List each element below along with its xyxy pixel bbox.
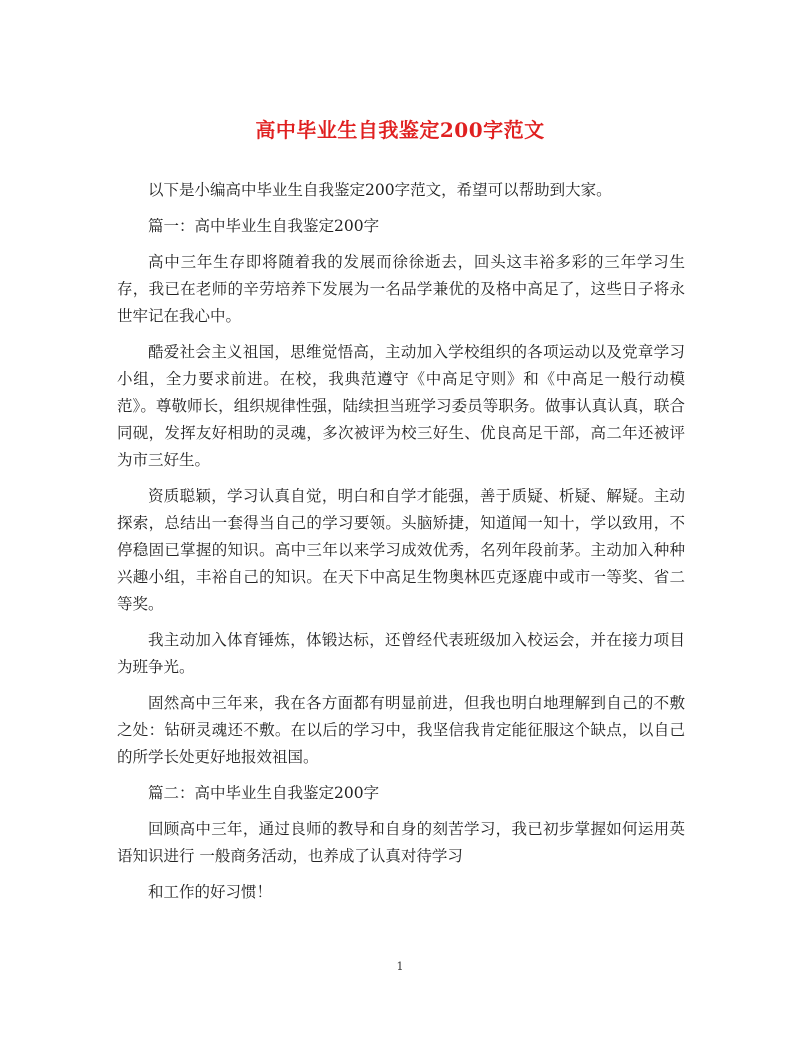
body-paragraph: 高中三年生存即将随着我的发展而徐徐逝去，回头这丰裕多彩的三年学习生存，我已在老师的辛劳培养下发展为一名品学兼优的及格中高足了，这些日子将永世牢记在我心中。 [117, 253, 685, 325]
document-body [117, 177, 685, 915]
document-title: 高中毕业生自我鉴定200字范文 [255, 118, 545, 142]
body-paragraph: 回顾高中三年，通过良师的教导和自身的刻苦学习，我已初步掌握如何运用英语知识进行 一般商务活动，也养成了认真对待学习 [117, 820, 685, 865]
body-paragraph: 和工作的好习惯！ [148, 883, 273, 901]
body-paragraph: 我主动加入体育锤炼，体锻达标，还曾经代表班级加入校运会，并在接力项目为班争光。 [117, 631, 685, 676]
page-number: 1 [396, 960, 404, 973]
body-paragraph: 酷爱社会主义祖国，思维觉悟高，主动加入学校组织的各项运动以及党章学习小组，全力要求前进。在校，我典范遵守《中高足守则》和《中高足一般行动模范》。尊敬师长，组织规律性强，陆续担当班学习委员等职务。做事认真认真，联合同砚，发挥友好相助的灵魂，多次被评为校三好生、优良高足干部，高二年还被评为市三好生。 [117, 343, 685, 469]
intro-paragraph: 以下是小编高中毕业生自我鉴定200字范文，希望可以帮助到大家。 [148, 181, 612, 199]
section-heading-1: 篇一：高中毕业生自我鉴定200字 [148, 217, 380, 235]
body-paragraph: 固然高中三年来，我在各方面都有明显前进，但我也明白地理解到自己的不敷之处：钻研灵魂还不敷。在以后的学习中，我坚信我肯定能征服这个缺点，以自己的所学长处更好地报效祖国。 [117, 694, 685, 766]
body-paragraph: 资质聪颖，学习认真自觉，明白和自学才能强，善于质疑、析疑、解疑。主动探索，总结出一套得当自己的学习要领。头脑矫捷，知道闻一知十，学以致用，不停稳固已掌握的知识。高中三年以来学习成效优秀，名列年段前茅。主动加入种种兴趣小组，丰裕自己的知识。在天下中高足生物奥林匹克逐鹿中或市一等奖、省二等奖。 [117, 487, 685, 613]
section-heading-2: 篇二：高中毕业生自我鉴定200字 [148, 784, 380, 802]
